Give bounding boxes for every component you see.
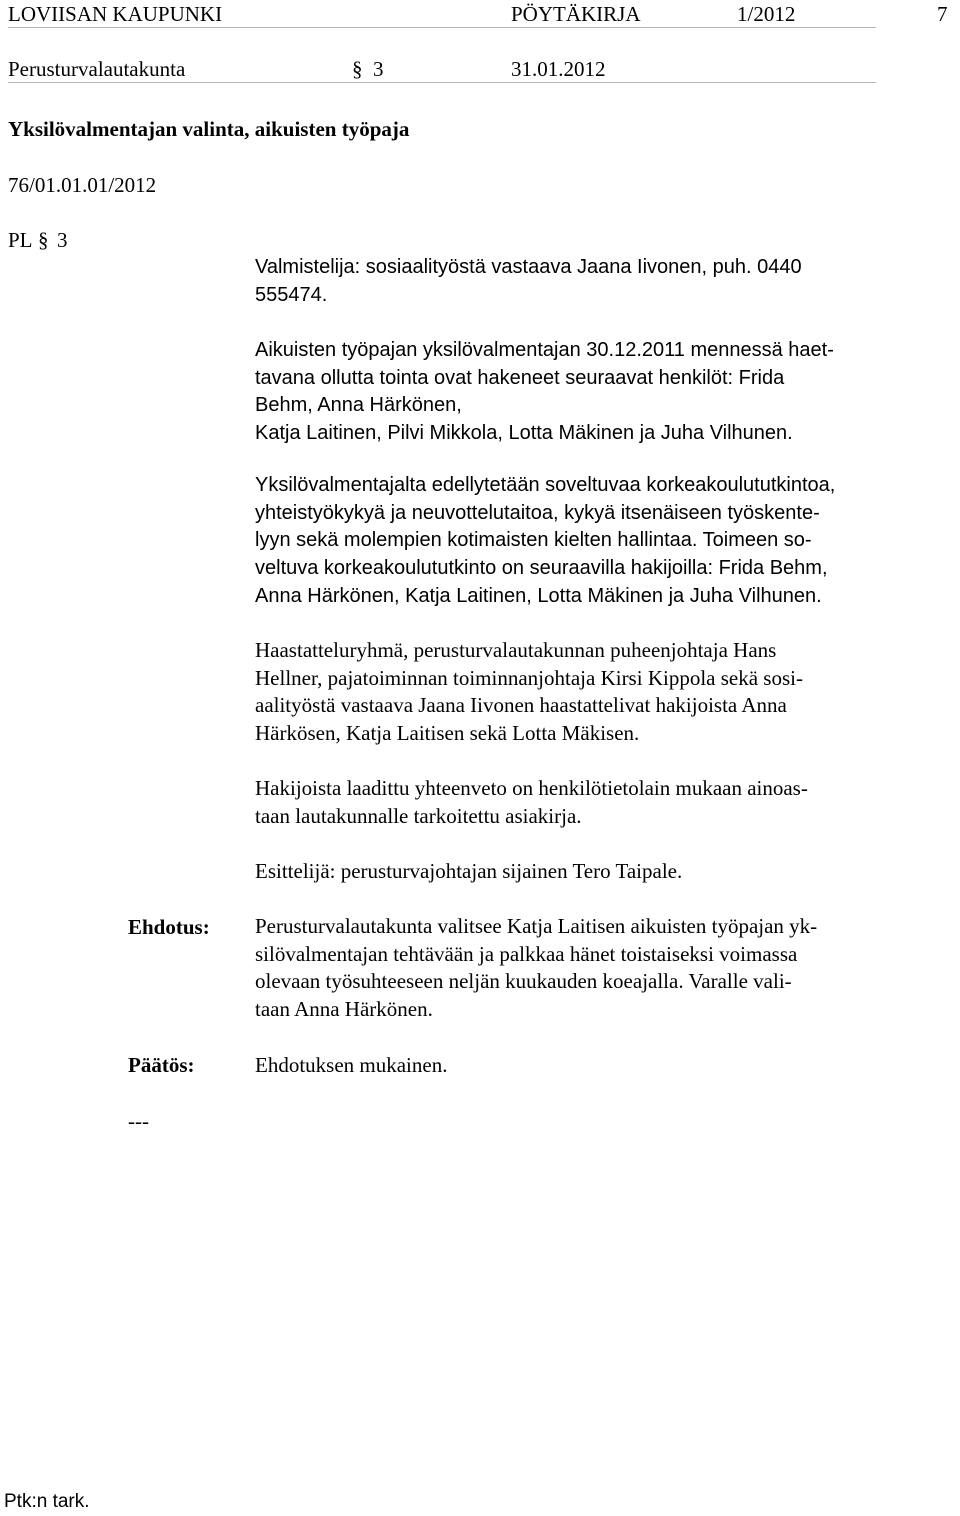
proposal-text	[255, 913, 877, 1024]
paragraph-line: tavana ollutta tointa ovat hakeneet seuraavat henkilöt: Frida	[255, 366, 785, 389]
proposal-line: olevaan työsuhteeseen neljän kuukauden koeajalla. Varalle vali-	[255, 969, 792, 994]
committee-name: Perusturvalautakunta	[8, 57, 186, 81]
paragraph-line: Hellner, pajatoiminnan toiminnanjohtaja Kirsi Kippola sekä sosi-	[255, 665, 803, 690]
paragraph-line: yhteistyökykyä ja neuvottelutaitoa, kykyä itsenäiseen työskente-	[255, 501, 820, 524]
header-rule-2	[8, 82, 876, 83]
decision-text: Ehdotuksen mukainen.	[255, 1053, 448, 1077]
paragraph-line: taan lautakunnalle tarkoitettu asiakirja.	[255, 803, 582, 828]
paragraph-summary	[255, 775, 877, 830]
paragraph-line: aalityöstä vastaava Jaana Iivonen haastattelivat hakijoista Anna	[255, 693, 787, 718]
org-name: LOVIISAN KAUPUNKI	[8, 2, 223, 26]
proposal-line: Perusturvalautakunta valitsee Katja Laitisen aikuisten työpajan yk-	[255, 914, 818, 938]
doc-type: PÖYTÄKIRJA	[511, 2, 641, 26]
document-title: Yksilövalmentajan valinta, aikuisten työpaja	[8, 117, 410, 141]
paragraph-line: Behm, Anna Härkönen,	[255, 394, 462, 417]
paragraph-line: lyyn sekä molempien kotimaisten kielten hallintaa. Toimeen so-	[255, 529, 812, 552]
paragraph-requirements	[255, 472, 877, 611]
doc-number: 1/2012	[737, 2, 796, 26]
paragraph-interview	[255, 637, 877, 748]
pl-section-symbol: §	[38, 228, 49, 252]
paragraph-line: Valmistelija: sosiaalityöstä vastaava Jaana Iivonen, puh. 0440	[255, 256, 802, 278]
proposal-label: Ehdotus:	[128, 915, 210, 939]
decision-label: Päätös:	[128, 1053, 195, 1077]
paragraph-line: veltuva korkeakoulututkinto on seuraavilla hakijoilla: Frida Behm,	[255, 557, 828, 580]
paragraph-presenter	[255, 858, 877, 886]
paragraph-line: Haastatteluryhmä, perusturvalautakunnan puheenjohtaja Hans	[255, 638, 777, 662]
section-number: 3	[373, 57, 384, 81]
pl-label: PL	[8, 228, 33, 252]
header-rule-1	[8, 27, 876, 28]
meeting-date: 31.01.2012	[511, 57, 606, 81]
section-symbol: §	[352, 57, 363, 81]
case-number: 76/01.01.01/2012	[8, 173, 157, 197]
paragraph-line: 555474.	[255, 283, 328, 306]
paragraph-line: Anna Härkönen, Katja Laitinen, Lotta Mäkinen ja Juha Vilhunen.	[255, 584, 822, 607]
paragraph-line: Katja Laitinen, Pilvi Mikkola, Lotta Mäkinen ja Juha Vilhunen.	[255, 422, 793, 445]
footer-note: Ptk:n tark.	[4, 1491, 90, 1512]
pl-section-number: 3	[57, 228, 68, 252]
proposal-line: silövalmentajan tehtävään ja palkkaa hänet toistaiseksi voimassa	[255, 941, 798, 966]
paragraph-line: Härkösen, Katja Laitisen sekä Lotta Mäkisen.	[255, 721, 640, 746]
separator: ---	[128, 1109, 149, 1133]
paragraph-line: Aikuisten työpajan yksilövalmentajan 30.12.2011 mennessä haet-	[255, 339, 834, 361]
proposal-line: taan Anna Härkönen.	[255, 997, 433, 1022]
paragraph-preparer	[255, 254, 877, 309]
paragraph-line: Esittelijä: perusturvajohtajan sijainen Tero Taipale.	[255, 859, 683, 883]
paragraph-line: Hakijoista laadittu yhteenveto on henkilötietolain mukaan ainoas-	[255, 776, 808, 800]
paragraph-applicants	[255, 337, 877, 448]
page-number: 7	[937, 2, 948, 26]
paragraph-line: Yksilövalmentajalta edellytetään soveltuvaa korkeakoulututkintoa,	[255, 474, 836, 496]
